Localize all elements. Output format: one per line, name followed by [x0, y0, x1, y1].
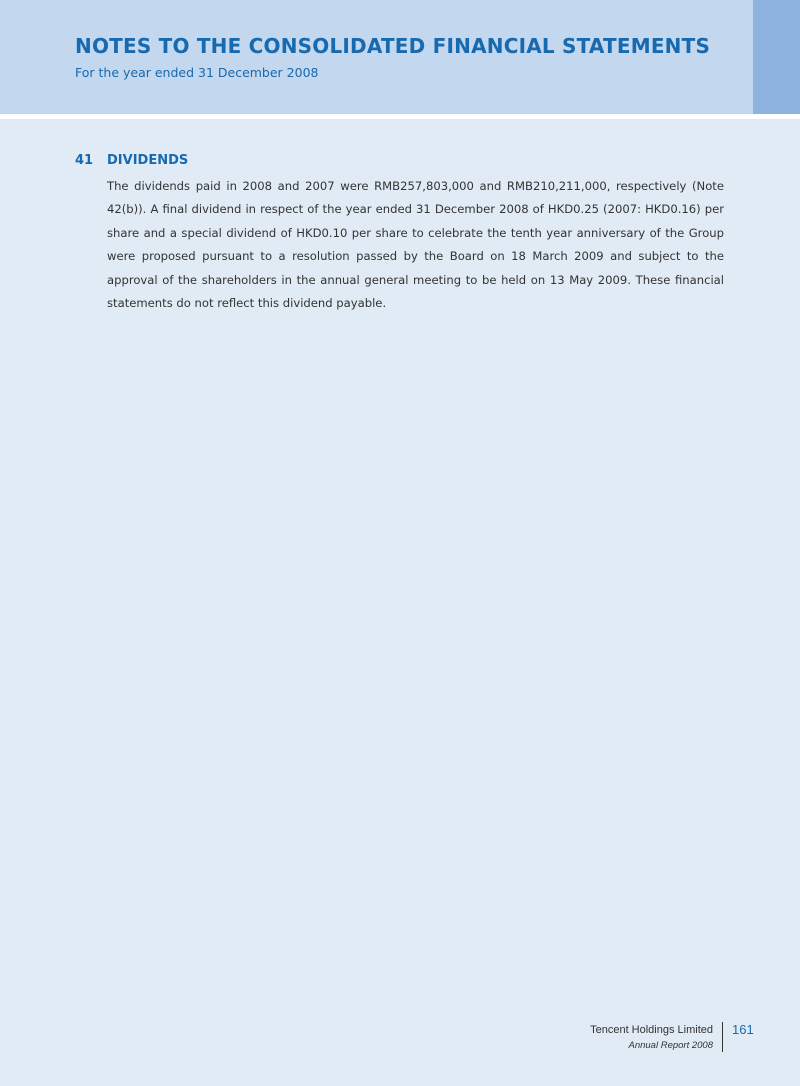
page-number: 161 [732, 1022, 754, 1037]
page-subtitle: For the year ended 31 December 2008 [75, 65, 319, 80]
section-number: 41 [75, 153, 94, 168]
section-body-text: The dividends paid in 2008 and 2007 were RMB257,803,000 and RMB210,211,000, respectively (Note 42(b)). A final dividend in respect of the year ended 31 December 2008 of HKD0.25 (2007: HKD0.16) per share and a special dividend of HKD0.10 per share to celebrate the tenth year anniversary of the Group were proposed pursuant to a resolution passed by the Board on 18 March 2009 and subject to the approval of the shareholders in the annual general meeting to be held on 13 May 2009. These financial statements do not reflect this dividend payable. [107, 179, 724, 311]
header-divider [0, 114, 800, 119]
footer-divider [722, 1022, 723, 1052]
footer-report-title: Annual Report 2008 [628, 1040, 713, 1051]
page-title: NOTES TO THE CONSOLIDATED FINANCIAL STATEMENTS [75, 34, 711, 58]
section-heading [75, 153, 188, 168]
section-title: DIVIDENDS [107, 153, 189, 168]
header-tab [753, 0, 800, 114]
footer-company-name: Tencent Holdings Limited [590, 1024, 713, 1036]
